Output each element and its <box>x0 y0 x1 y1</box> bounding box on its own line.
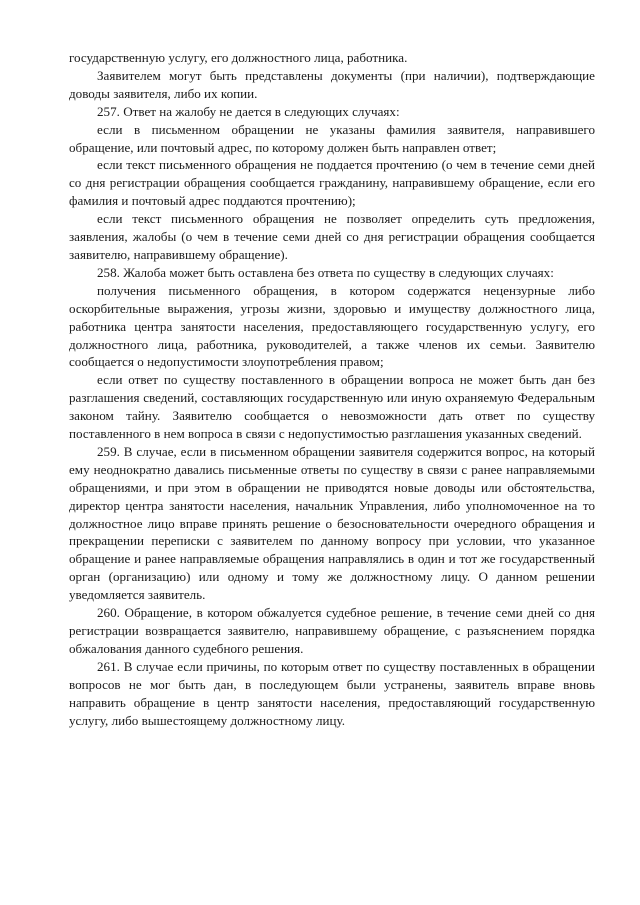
paragraph-applicant-documents: Заявителем могут быть представлены документы (при наличии), подтверждающие доводы заявителя, либо их копии. <box>69 67 595 101</box>
document-body <box>69 49 595 729</box>
paragraph-257-case-3: если текст письменного обращения не позволяет определить суть предложения, заявления, жалобы (о чем в течение семи дней со дня регистрации обращения сообщается заявителю, направившему обращение). <box>69 211 595 262</box>
paragraph-258: 258. Жалоба может быть оставлена без ответа по существу в следующих случаях: <box>97 264 554 280</box>
paragraph-261: 261. В случае если причины, по которым ответ по существу поставленных в обращении вопросов не мог быть дан, в последующем были устранены, заявитель вправе вновь направить обращение в центр занятости населения, предоставляющий государственную услугу, либо вышестоящему должностному лицу. <box>69 658 595 728</box>
paragraph-257-case-1: если в письменном обращении не указаны фамилия заявителя, направившего обращение, или почтовый адрес, по которому должен быть направлен ответ; <box>69 121 595 155</box>
paragraph-257: 257. Ответ на жалобу не дается в следующих случаях: <box>97 103 400 119</box>
paragraph-259: 259. В случае, если в письменном обращении заявителя содержится вопрос, на который ему неоднократно давались письменные ответы по существу в связи с ранее направляемыми обращениями, и при этом в обращении не приводятся новые доводы или обстоятельства, директор центра занятости населения, начальник Управления, либо уполномоченное на то должностное лицо вправе принять решение о безосновательности очередного обращения и прекращении переписки с заявителем по данному вопросу при условии, что указанное обращение и ранее направляемые обращения направлялись в один и тот же государственный орган (организацию) или одному и тому же должностному лицу. О данном решении уведомляется заявитель. <box>69 443 595 603</box>
paragraph-258-case-1: получения письменного обращения, в котором содержатся нецензурные либо оскорбительные выражения, угрозы жизни, здоровью и имуществу должностного лица, работника центра занятости населения, предоставляющего государственную услугу, его должностного лица, работника, руководителей, а также членов их семьи. Заявителю сообщается о недопустимости злоупотребления правом; <box>69 282 595 370</box>
paragraph-258-case-2: если ответ по существу поставленного в обращении вопроса не может быть дан без разглашения сведений, составляющих государственную или иную охраняемую Федеральным законом тайну. Заявителю сообщается о невозможности дать ответ по существу поставленного в нем вопроса в связи с недопустимостью разглашения указанных сведений. <box>69 372 595 442</box>
paragraph-continuation: государственную услугу, его должностного лица, работника. <box>69 50 408 65</box>
paragraph-260: 260. Обращение, в котором обжалуется судебное решение, в течение семи дней со дня регистрации возвращается заявителю, направившему обращение, с разъяснением порядка обжалования данного судебного решения. <box>69 605 595 656</box>
paragraph-257-case-2: если текст письменного обращения не поддается прочтению (о чем в течение семи дней со дня регистрации обращения сообщается гражданину, направившему обращение, если его фамилия и почтовый адрес поддаются прочтению); <box>69 157 595 209</box>
